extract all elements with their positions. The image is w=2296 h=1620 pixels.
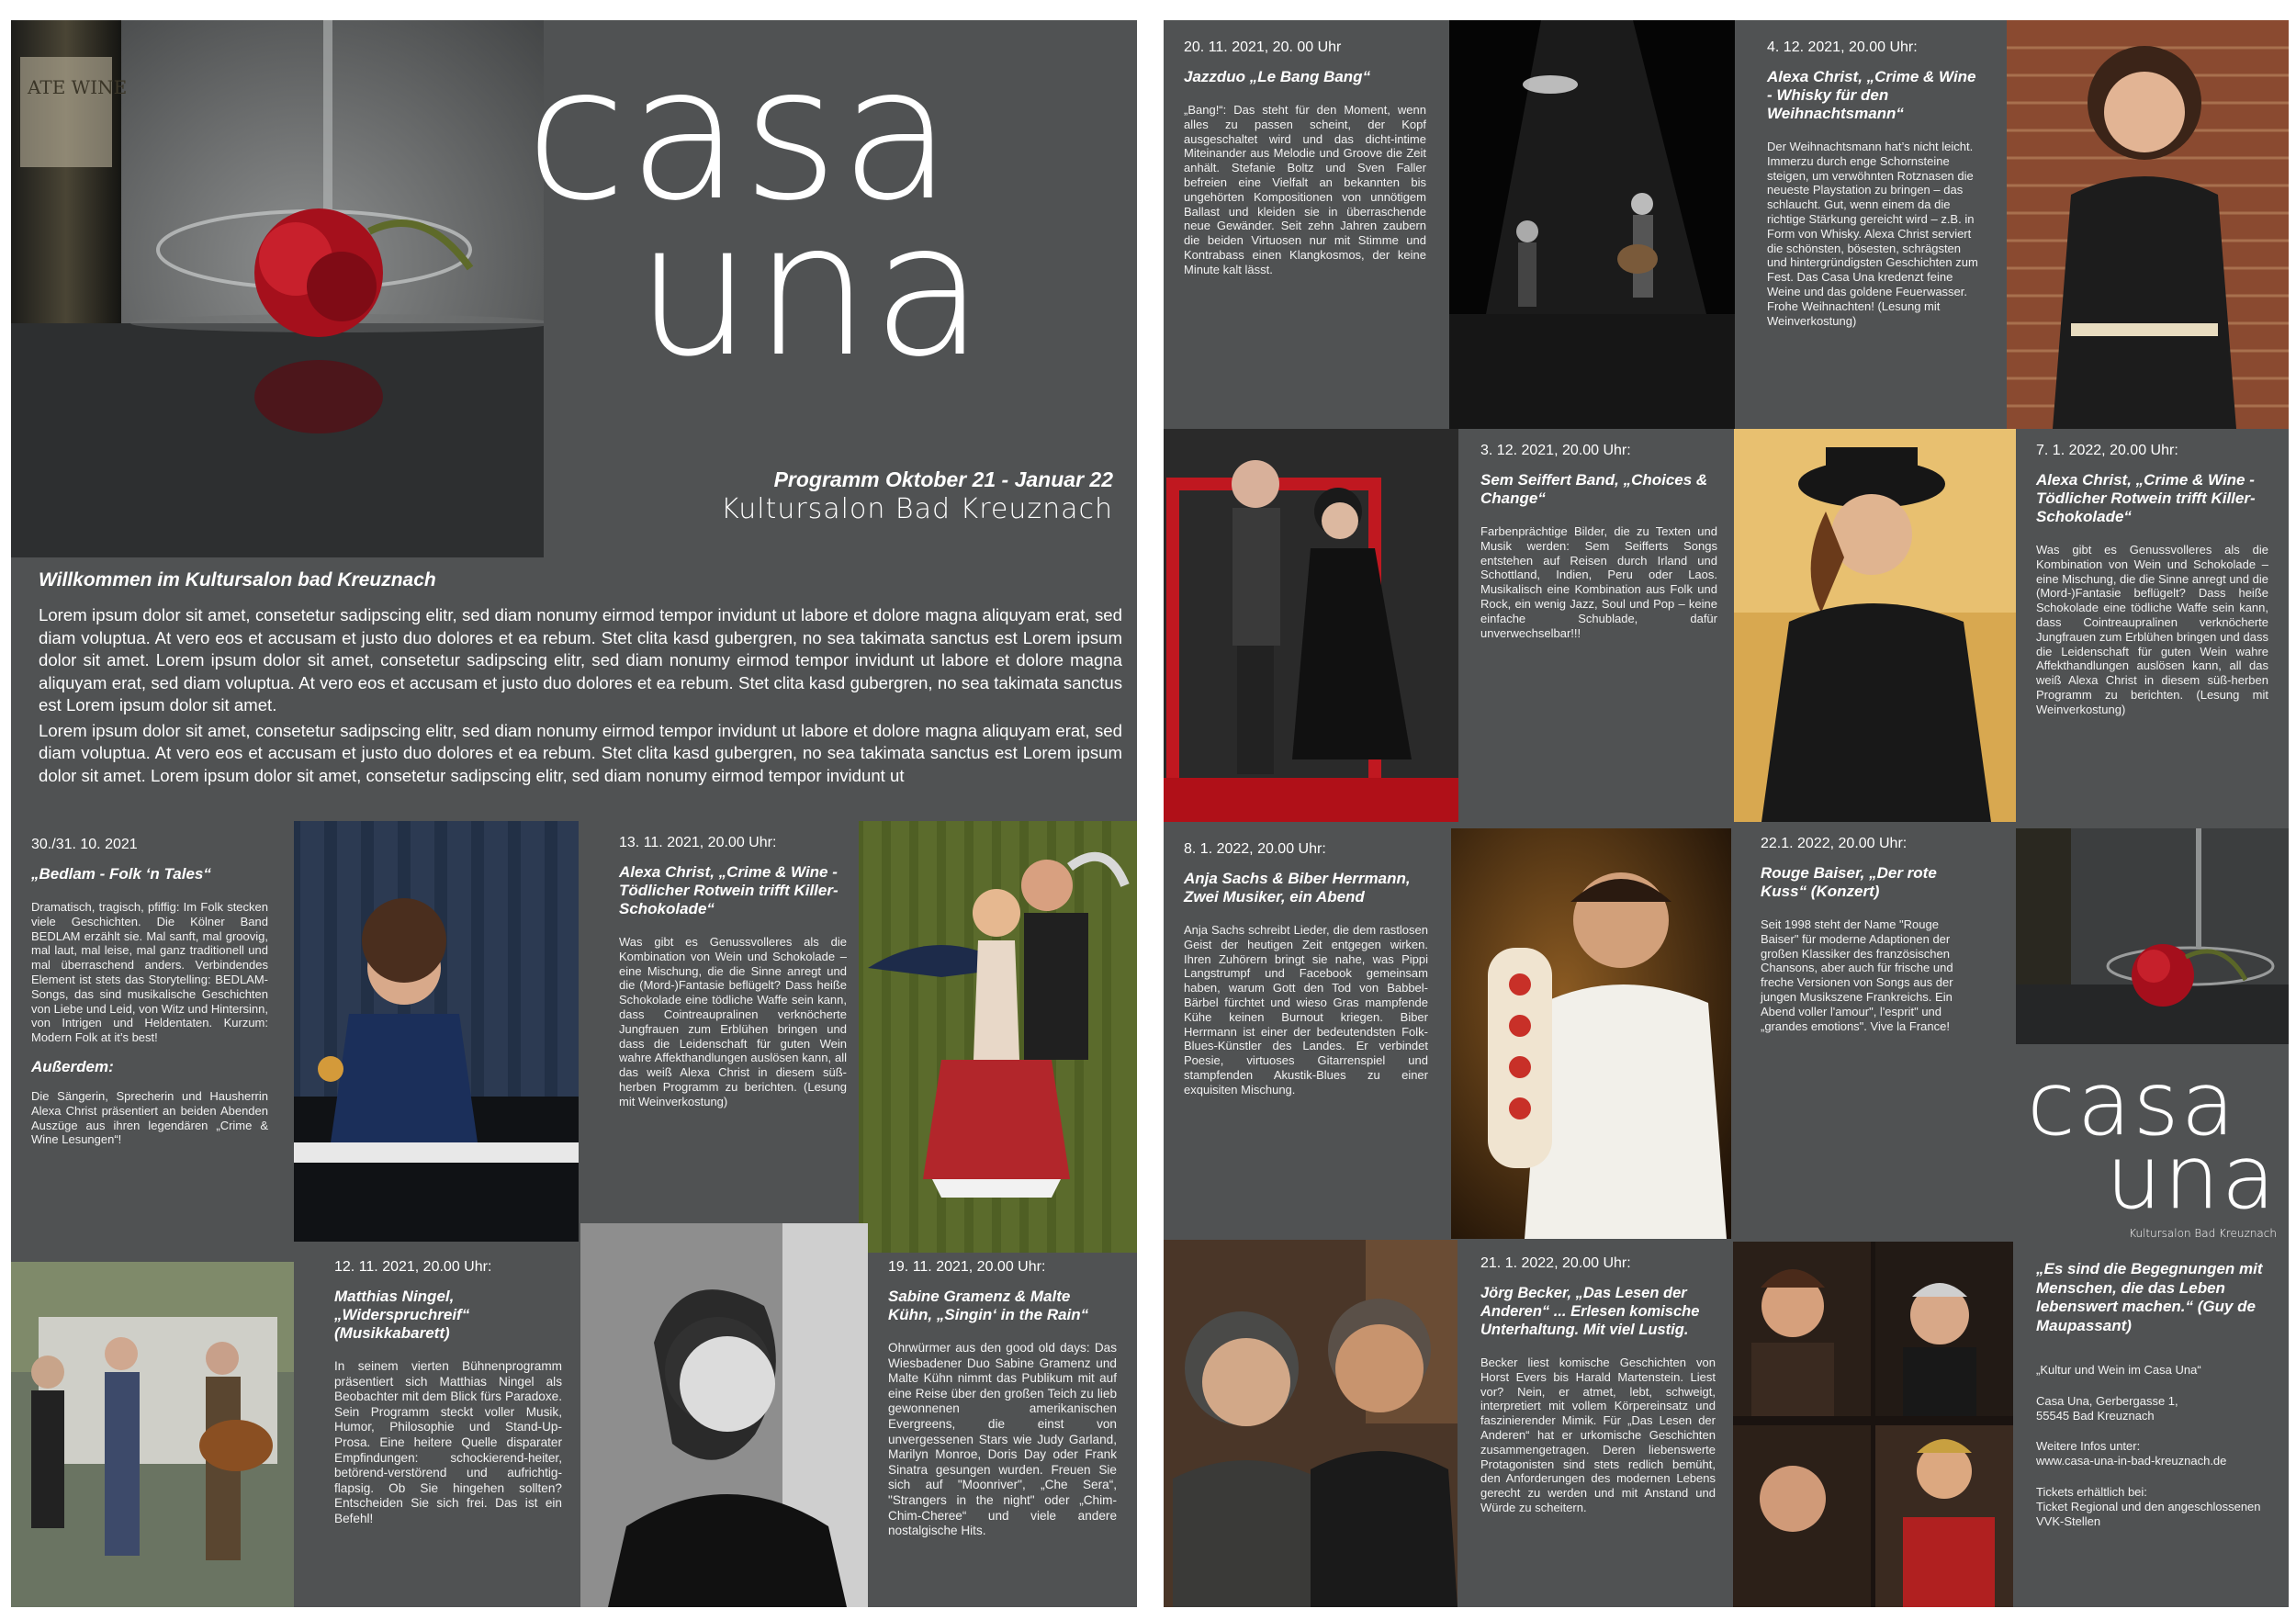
photo-joerg-becker-lamp [1451, 828, 1731, 1239]
footer-logo-subtitle: Kultursalon Bad Kreuznach [2129, 1227, 2277, 1240]
logo-line-una: una [636, 184, 987, 398]
event-date: 7. 1. 2022, 20.00 Uhr: [2036, 443, 2178, 458]
photo-sem-seiffert-band [1164, 429, 1458, 822]
event-title: Rouge Baiser, „Der rote Kuss“ (Konzert) [1761, 864, 1937, 900]
event-bedlam [11, 823, 288, 1251]
photo-band [11, 1262, 294, 1607]
tickets-info: Ticket Regional und den angeschlossenen VVK-Stellen [2036, 1499, 2261, 1528]
event-date: 19. 11. 2021, 20.00 Uhr: [888, 1259, 1046, 1275]
photo-woman-portrait [580, 1223, 868, 1607]
program-period: Programm Oktober 21 - Januar 22 [773, 467, 1113, 491]
web-link[interactable]: www.casa-una-in-bad-kreuznach.de [2036, 1454, 2227, 1468]
event-date: 4. 12. 2021, 20.00 Uhr: [1767, 39, 1918, 55]
event-title: Jörg Becker, „Das Lesen der Anderen“ ... Erlesen komische Unterhaltung. Mit viel Lustig. [1480, 1285, 1700, 1338]
event-body: Was gibt es Genussvolleres als die Kombination von Wein und Schokolade – eine Mischung, die die Sinne anregt und die (Mord-)Fantasie beflügelt? Dass heiße Schokolade eine tödliche Waffe sein kann, dass Cointreaupralinen verknöcherte Jungfrauen zum Erblühen bringen und dass die Leidenschaft für guten Wein wahre Affekthandlungen auslösen kann, all das weiß Alexa Christ in diesem süß-herben Programm zu berichten. (Lesung mit Weinverkostung) [619, 935, 847, 1108]
page-right [1164, 20, 2289, 1607]
svg-text:ATE WINE: ATE WINE [28, 76, 128, 98]
slogan: „Kultur und Wein im Casa Una“ [2036, 1363, 2201, 1377]
photo-rouge-baiser-collage [1733, 1242, 2013, 1607]
event-title: „Bedlam - Folk ‘n Tales“ [31, 865, 211, 883]
event-body: Anja Sachs schreibt Lieder, die dem rastlosen Geist der heutigen Zeit entgegen wirken. Ihren Zuhörern bringt sie nahe, was Pippi Langstrumpf und Facebook gemeinsam haben, warum Gott den Tod von Babbel-Bärbel fürchtet und wieso Gras mampfende Kühe keinen Burnout kriegen. Biber Herrmann ist einer der bedeutendsten Folk-Blues-Künstler des Landes. Er verbindet Poesie, virtuoses Gitarrenspiel und stampfenden Akustik-Blues zu einer exquisiten Mischung. [1184, 923, 1428, 1097]
event-body: „Bang!“: Das steht für den Moment, wenn alles zu passen scheint, der Kopf ausgeschaltet wird und das dicht-intime Miteinander aus Melodie und Groove die Zeit anhält. Stefanie Boltz und Sven Faller befreien eine Vielfalt an bekannten bis ungehörten Kompositionen von unnötigem Ballast und kleiden sie in überraschende neue Gewänder. Seit zehn Jahren zaubern die beiden Virtuosen nur mit Stimme und Kontrabass einen Klangkosmos, der keine Minute kalt lässt. [1184, 103, 1426, 276]
event-anja-sachs-biber-herrmann [1164, 822, 1448, 1240]
photo-pianist [294, 821, 579, 1242]
event-matthias-ningel [314, 1242, 582, 1607]
logo-line-casa: casa [525, 28, 955, 242]
event-body: Was gibt es Genussvolleres als die Kombination von Wein und Schokolade – eine Mischung, die die Sinne anregt und die (Mord-)Fantasie beflügelt? Dass heiße Schokolade eine tödliche Waffe sein kann, dass Cointreaupralinen verknöcherte Jungfrauen zum Erblühen bringen und dass die Leidenschaft für guten Wein wahre Affekthandlungen auslösen kann, all das weiß Alexa Christ in diesem süß-herben Programm zu berichten. (Lesung mit Weinverkostung) [2036, 543, 2268, 716]
web-label: Weitere Infos unter: [2036, 1439, 2141, 1454]
photo-woman-hat [1734, 429, 2016, 822]
event-title: Sabine Gramenz & Malte Kühn, „Singin‘ in the Rain“ [888, 1288, 1089, 1323]
event-body: Dramatisch, tragisch, pfiffig: Im Folk stecken viele Geschichten. Die Kölner Band BEDLAM erzählt sie. Mal sanft, mal groovig, mal laut, mal leise, mal ganz traditionell und mal überraschend anders. Verbindendes Element ist stets das Storytelling: BEDLAM-Songs, das sind musikalische Geschichten von Liebe und Leid, von Witz und Hintersinn, von Intrigen und Heldentaten. Kurzum: Modern Folk at it’s best! [31, 900, 268, 1045]
event-date: 21. 1. 2022, 20.00 Uhr: [1480, 1255, 1631, 1271]
event-body: Farbenprächtige Bilder, die zu Texten und Musik werden: Sem Seifferts Songs entstehen auf Reisen durch Irland und Schottland, Indien, Peru oder Laos. Musikalisch eine Kombination aus Folk und Rock, ein wenig Jazz, Soul und Pop – keine einfache Schublade, dafür unverwechselbar!!! [1480, 524, 1717, 640]
footer-logo [2027, 1052, 2284, 1229]
event-body: Der Weihnachtsmann hat’s nicht leicht. Immerzu durch enge Schornsteine steigen, um verwöhnten Rotznasen die neueste Playstation zu bringen – das schlaucht. Gut, wenn einem da die richtige Stärkung gereicht wird – z.B. in Form von Whisky. Alexa Christ serviert die schönsten, bösesten, schrägsten und hintergründigsten Geschichten zum Fest. Das Casa Una kredenzt feine Weine und das goldene Feuerwasser. Frohe Weihnachten! (Lesung mit Weinverkostung) [1767, 140, 1978, 328]
photo-rose-small [2016, 828, 2289, 1044]
info-panel [2016, 1240, 2289, 1607]
event-body: In seinem vierten Bühnenprogramm präsentiert sich Matthias Ningel als Beobachter mit dem Blick fürs Paradoxe. Sein Programm steckt voller Musik, Humor, Philosophie und Stand-Up-Prosa. Eine heitere Quelle disparater Empfindungen: schockierend-heiter, betörend-verstörend und aufrichtig-flapsig. Ob Sie hingehen sollten? Entscheiden Sie sich frei. Das ist ein Befehl! [334, 1359, 562, 1525]
event-date: 3. 12. 2021, 20.00 Uhr: [1480, 443, 1631, 458]
event-body: Becker liest komische Geschichten von Horst Evers bis Harald Martenstein. Liest vor? Nein, er atmet, lebt, schweigt, interpretiert mit vollem Körpereinsatz und faszinierender Mimik. Für „Das Lesen der Anderen“ hat er urkomische Geschichten zusammengetragen. Deren liebenswerte Protagonisten sind stets redlich bemüht, den Anforderungen des modernen Lebens gerecht zu werden und mit Anstand und Würde zu scheitern. [1480, 1356, 1716, 1514]
event-date: 20. 11. 2021, 20. 00 Uhr [1184, 39, 1342, 55]
event-gramenz-kuehn [868, 1242, 1137, 1607]
event-sem-seiffert [1460, 429, 1738, 822]
photo-anja-biber [1164, 1240, 1458, 1607]
address-line-1: Casa Una, Gerbergasse 1, [2036, 1393, 2178, 1408]
welcome-title: Willkommen im Kultursalon bad Kreuznach [39, 569, 436, 591]
event-date: 13. 11. 2021, 20.00 Uhr: [619, 835, 777, 850]
event-alexa-crime-wine-2 [2016, 429, 2289, 822]
event-date: 12. 11. 2021, 20.00 Uhr: [334, 1259, 492, 1275]
extra-body: Die Sängerin, Sprecherin und Hausherrin Alexa Christ präsentiert an beiden Abenden Auszüge aus ihren legendären „Crime & Wine Lesungen“! [31, 1088, 268, 1147]
event-date: 30./31. 10. 2021 [31, 837, 138, 852]
event-alexa-whisky [1747, 20, 2004, 429]
event-date: 22.1. 2022, 20.00 Uhr: [1761, 836, 1908, 851]
event-title: Alexa Christ, „Crime & Wine - Tödlicher Rotwein trifft Killer-Schokolade“ [619, 863, 838, 917]
masthead-logo [525, 28, 1131, 398]
venue-subtitle: Kultursalon Bad Kreuznach [721, 493, 1113, 525]
quote: „Es sind die Begegnungen mit Menschen, die das Leben lebenswert machen.“ (Guy de Maupassant) [2036, 1260, 2263, 1334]
event-title: Jazzduo „Le Bang Bang“ [1184, 68, 1371, 85]
welcome-paragraph-1: Lorem ipsum dolor sit amet, consetetur sadipscing elitr, sed diam nonumy eirmod tempor invidunt ut labore et dolore magna aliquyam erat, sed diam voluptua. At vero eos et accusam et justo duo dolores et ea rebum. Stet clita kasd gubergren, no sea takimata sanctus est Lorem ipsum dolor sit amet. Lorem ipsum dolor sit amet, consetetur sadipscing elitr, sed diam nonumy eirmod tempor invidunt ut labore et dolore magna aliquyam erat, sed diam voluptua. At vero eos et accusam et justo duo dolores et ea rebum. Stet clita kasd gubergren, no sea takimata sanctus est Lorem ipsum dolor sit amet. [39, 605, 1122, 714]
event-alexa-crime-wine-1 [599, 823, 867, 1251]
logo-line-una: una [2106, 1126, 2278, 1229]
event-rouge-baiser [1740, 822, 1999, 1240]
address-line-2: 55545 Bad Kreuznach [2036, 1408, 2155, 1423]
event-joerg-becker [1460, 1240, 1736, 1607]
tickets-label: Tickets erhältlich bei: [2036, 1484, 2147, 1499]
hero-photo [11, 20, 544, 557]
welcome-section [39, 569, 1122, 787]
event-title: Sem Seiffert Band, „Choices & Change“ [1480, 471, 1708, 507]
event-title: Anja Sachs & Biber Herrmann, Zwei Musiker, ein Abend [1184, 870, 1411, 906]
welcome-paragraph-2: Lorem ipsum dolor sit amet, consetetur sadipscing elitr, sed diam nonumy eirmod tempor invidunt ut labore et dolore magna aliquyam erat, sed diam voluptua. At vero eos et accusam et justo duo dolores et ea rebum. Stet clita kasd gubergren, no sea takimata sanctus est Lorem ipsum dolor sit amet. Lorem ipsum dolor sit amet, consetetur sadipscing elitr, sed diam nonumy eirmod tempor invidunt ut [39, 720, 1122, 785]
extra-title: Außerdem: [31, 1057, 114, 1075]
photo-stage-duo [1449, 20, 1735, 429]
event-title: Alexa Christ, „Crime & Wine - Whisky für den Weihnachtsmann“ [1767, 68, 1976, 122]
event-title: Alexa Christ, „Crime & Wine - Tödlicher Rotwein trifft Killer-Schokolade“ [2036, 471, 2256, 525]
event-jazzduo-le-bang-bang [1164, 20, 1446, 424]
event-title: Matthias Ningel, „Widerspruchreif“ (Musikkabarett) [334, 1288, 470, 1342]
photo-umbrella-couple [859, 821, 1137, 1253]
event-date: 8. 1. 2022, 20.00 Uhr: [1184, 841, 1326, 857]
page-left [11, 20, 1137, 1607]
event-body: Seit 1998 steht der Name "Rouge Baiser" für moderne Adaptionen der großen Klassiker des französischen Chansons, aber auch für frische und freche Versionen von Songs aus der jungen Musikszene Frankreichs. Ein Abend voller l'amour", l'esprit" und „grandes emotions". Vive la France! [1761, 917, 1953, 1033]
photo-woman-brick-wall [2007, 20, 2289, 429]
event-body: Ohrwürmer aus den good old days: Das Wiesbadener Duo Sabine Gramenz und Malte Kühn nimmt das Publikum mit auf eine Reise über den großen Teich zu lieb gewonnenen amerikanischen Evergreens, die einst von unvergessenen Stars wie Judy Garland, Marilyn Monroe, Doris Day oder Frank Sinatra gesungen wurden. Freuen Sie sich auf "Moonriver", „Che Sera“, "Strangers in the night" oder „Chim-Chim-Cheree“ und viele andere nostalgische Hits. [888, 1341, 1117, 1538]
logo-line-casa: casa [2027, 1052, 2237, 1155]
